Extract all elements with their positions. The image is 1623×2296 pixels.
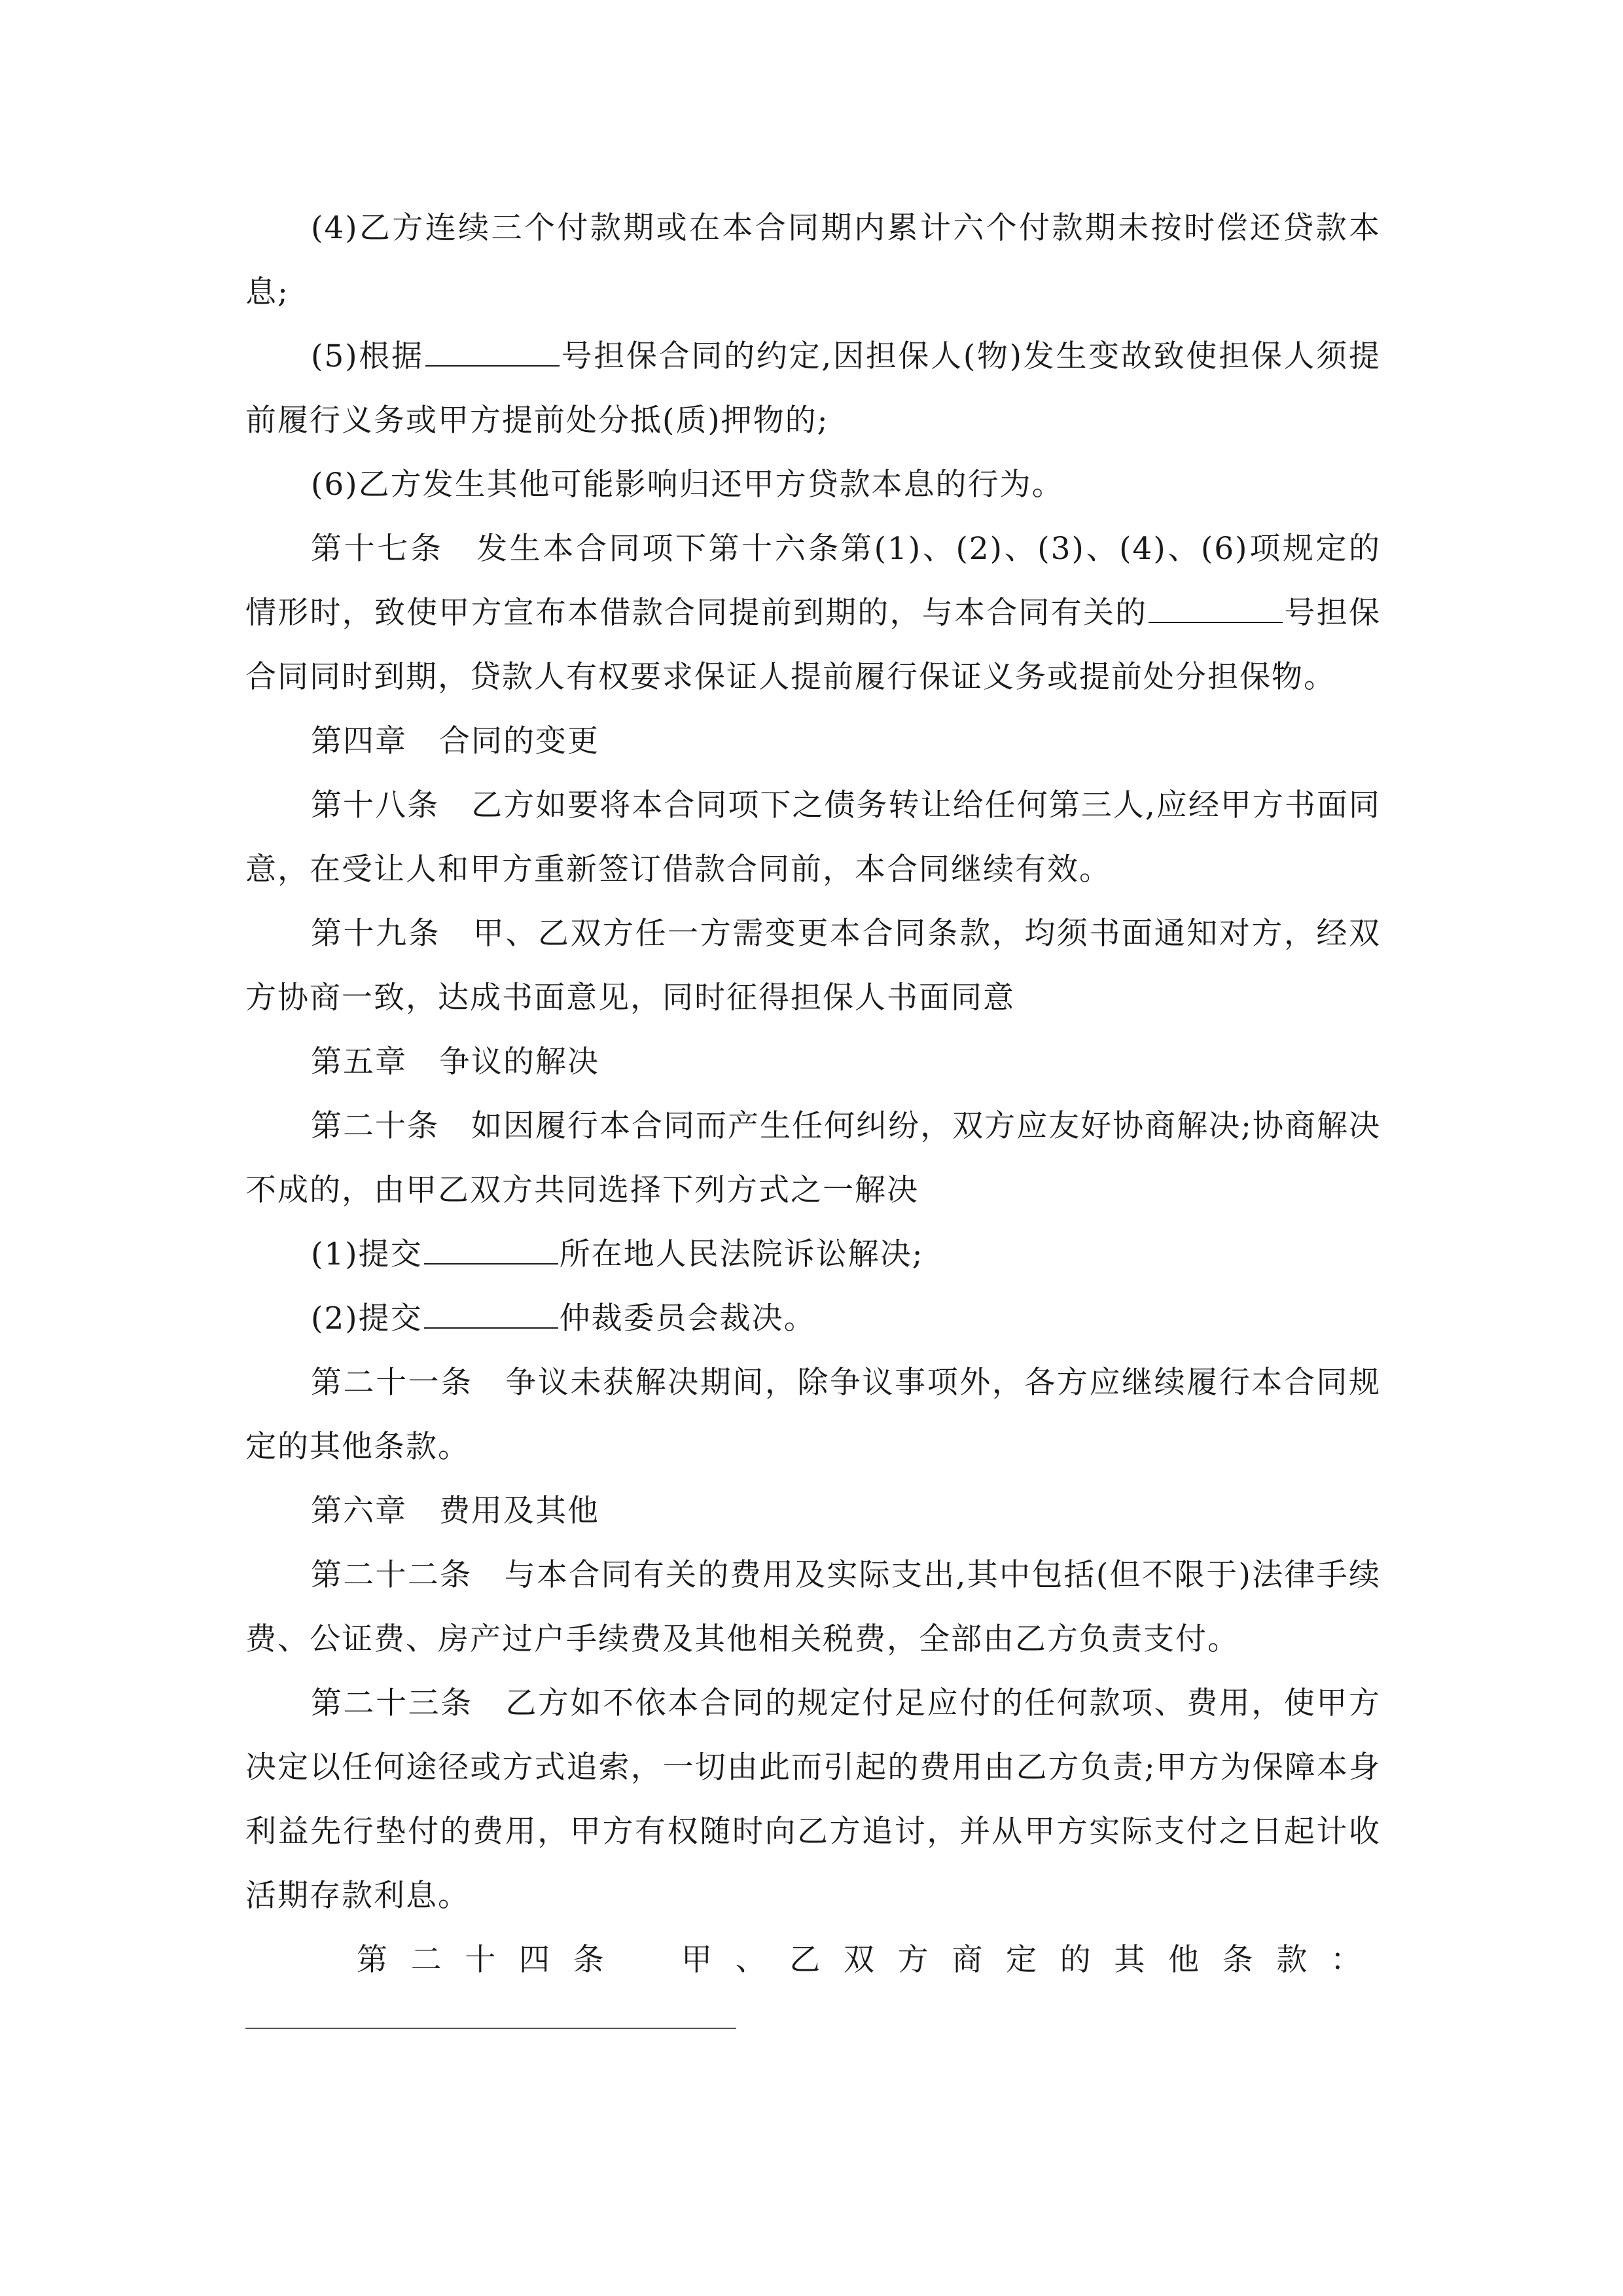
chapter-4-heading: 第四章 合同的变更: [311, 723, 599, 759]
fill-in-blank[interactable]: [424, 1229, 558, 1265]
fill-in-blank[interactable]: [425, 331, 560, 367]
dispute-option-2: (2)提交 仲裁委员会裁决。: [245, 1287, 1381, 1351]
article-21: 第二十一条 争议未获解决期间，除争议事项外，各方应继续履行本合同规定的其他条款。: [245, 1365, 1381, 1465]
article-23: 第二十三条 乙方如不依本合同的规定付足应付的任何款项、费用，使甲方决定以任何途径或方式追索，一切由此而引起的费用由乙方负责;甲方为保障本身利益先行垫付的费用，甲方有权随时向乙方追讨，并从甲方实际支付之日起计收活期存款利息。: [245, 1685, 1381, 1914]
signature-line[interactable]: [245, 2028, 736, 2029]
article-24: 第二十四条 甲、乙双方商定的其他条款：: [357, 1942, 1381, 1978]
dispute-option-1: (1)提交 所在地人民法院诉讼解决;: [245, 1223, 1381, 1287]
clause-item-6: (6)乙方发生其他可能影响归还甲方贷款本息的行为。: [311, 467, 1064, 503]
chapter-6-heading: 第六章 费用及其他: [311, 1493, 599, 1529]
chapter-5-heading: 第五章 争议的解决: [311, 1044, 599, 1080]
document-body: [245, 196, 1381, 1992]
article-17: 第十七条 发生本合同项下第十六条第(1)、(2)、(3)、(4)、(6)项规定的情形时，致使甲方宣布本借款合同提前到期的，与本合同有关的 号担保合同同时到期，贷款人有权要求保证人提前履行保证义务或提前处分担保物。: [245, 531, 1382, 695]
article-18: 第十八条 乙方如要将本合同项下之债务转让给任何第三人,应经甲方书面同意，在受让人和甲方重新签订借款合同前，本合同继续有效。: [245, 787, 1381, 888]
fill-in-blank[interactable]: [1149, 588, 1283, 623]
article-22: 第二十二条 与本合同有关的费用及实际支出,其中包括(但不限于)法律手续费、公证费、房产过户手续费及其他相关税费，全部由乙方负责支付。: [245, 1557, 1381, 1657]
article-20: 第二十条 如因履行本合同而产生任何纠纷，双方应友好协商解决;协商解决不成的，由甲乙双方共同选择下列方式之一解决: [245, 1108, 1381, 1208]
clause-item-4: (4)乙方连续三个付款期或在本合同期内累计六个付款期未按时偿还贷款本息;: [245, 210, 1381, 310]
article-19: 第十九条 甲、乙双方任一方需变更本合同条款，均须书面通知对方，经双方协商一致，达成书面意见，同时征得担保人书面同意: [245, 916, 1381, 1016]
fill-in-blank[interactable]: [424, 1293, 558, 1329]
clause-item-5: (5)根据 号担保合同的约定,因担保人(物)发生变故致使担保人须提前履行义务或甲方提前处分抵(质)押物的;: [245, 325, 1381, 453]
